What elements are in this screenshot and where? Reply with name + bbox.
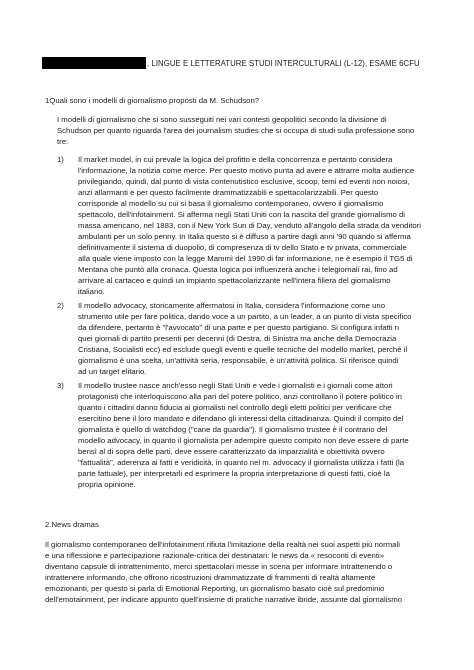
model-1-line: anzi allarmanti e per questo facilmente drammatizzabili e spettacolarizzabili. Per questo [78, 188, 379, 197]
intro-line: tre: [57, 137, 69, 146]
section-2-line: diventano capsule di intrattenimento, merci spettacolari messe in scena per informare intrattenendo o [45, 562, 393, 571]
model-2-line: giornalismo è una scelta, un'attività seria, responsabile, è un'attività politica. Si riferisce quindi [78, 356, 399, 365]
intro-line: Schudson per quanto riguarda l'area dei journalism studies che si occupa di studi sulla professione sono [57, 126, 415, 135]
intro-line: I modelli di giornalismo che si sono susseguiti nei vari contesti geopolitici secondo la divisione di [57, 115, 387, 124]
model-1-line: Il market model, in cui prevale la logica del profitto e della concorrenza e pertanto considera [78, 155, 393, 164]
list-number: 2) [57, 301, 64, 310]
section-2-line: emozionanti, per questo si parla di Emotional Reporting, un giornalismo basato cioè sul predominio [45, 584, 385, 593]
model-3-line: modello advocacy, in quanto il giornalista per adempire questo compito non deve essere di parte [78, 436, 409, 445]
model-1-line: l'informazione, la notizia come merce. Per questo motivo punta ad avere e attrarre molta audience [78, 166, 415, 175]
question-1: 1Quali sono i modelli di giornalismo proposti da M. Schudson? [45, 96, 260, 105]
model-2-line: Cristiana, Socialisti ecc) ed esclude quegli eventi e quelle tecniche del modello market, perché il [78, 345, 408, 354]
model-3-line: parte fattuale), per interpretarli ed esprimere la propria interpretazione di questi fatti, cioè la [78, 469, 390, 478]
model-2-line: Il modello advocacy, storicamente affermatosi in Italia, considera l'informazione come uno [78, 301, 386, 310]
model-1-line: alla quale viene imposto con la legge Mammì del 1990 di far informazione, ne è esempio il TG5 di [78, 254, 413, 263]
section-2-line: e una riflessione e partecipazione razionale-critica dei destinatari: le news da « resoconti di eventi» [45, 551, 385, 560]
model-3-line: giornalista è quello di watchdog ("cane da guardia"). Il giornalismo trustee è il contrario del [78, 425, 388, 434]
section-2-line: dell'emotainment, per indicare appunto quell'insieme di pratiche narrative ibride, assunte dal giornalismo [45, 595, 403, 604]
model-3-line: Il modello trustee nasce anch'esso negli Stati Uniti e vede i giornalisti e i giornali come attori [78, 381, 393, 390]
model-1-line: massa americano, nel 1883, con il New York Sun di Day, venduto all'angolo della strada da venditori [78, 221, 421, 230]
model-1-line: privilegiando, quindi, dal punto di vista contenutistico esclusive, scoop, temi ed eventi non noiosi, [78, 177, 410, 186]
redacted-name-block [42, 57, 146, 69]
list-number: 1) [57, 155, 64, 164]
course-title: , LINGUE E LETTERATURE STUDI INTERCULTURALI (L-12), ESAME 6CFU [147, 58, 420, 68]
model-3-line: esercitino bene il loro mandato e difendano gli interessi della cittadinanza. Quindi il compito del [78, 414, 404, 423]
document-header [42, 57, 420, 69]
model-1-line: arrivare al cartaceo e quindi un impianto spettacolarizzante nell'intera filiera del giornalismo [78, 276, 391, 285]
model-3-line: "fattualità", aderenza ai fatti e veridicità, in quanto nel m. advocacy il giornalista utilizza i fatti (la [78, 458, 404, 467]
model-3-line: bensì al di sopra delle parti, deve essere caratterizzato da imparzialità e obiettività ovvero [78, 447, 385, 456]
model-2-line: da difendere, pertanto è "l'avvocato" di una parte e per questo partigiano. Si configura infatti n [78, 323, 400, 332]
model-1-line: spettacolo, dell'infotainment. Si afferma negli Stati Uniti con la nascita del grande giornalismo di [78, 210, 406, 219]
model-2-line: strumento utile per fare politica, dando voce a un partito, a un leader, a un punto di vista specifico [78, 312, 412, 321]
model-1-line: italiano. [78, 287, 105, 296]
list-number: 3) [57, 381, 64, 390]
section-2-line: Il giornalismo contemporaneo dell'infotainment rifiuta l'imitazione della realtà nei suoi aspetti più normali [45, 540, 400, 549]
model-3-line: propria opinione. [78, 480, 136, 489]
section-2-title: 2.News dramas [45, 520, 99, 529]
model-2-line: quei giornali di partito presenti per decenni (di Destra, di Sinistra ma anche della Democrazia [78, 334, 397, 343]
model-1-line: Mentana che puntò alla cronaca. Questa logica poi influenzerà anche i telegiornali rai, fino ad [78, 265, 398, 274]
model-3-line: protagonisti che interloquiscono alla pari del potere politico, anzi controllano il potere politico in [78, 392, 402, 401]
model-2-line: ad un target elitario. [78, 367, 147, 376]
model-1-line: ambulanti per un solo penny. In Italia questo si è diffuso a partire dagli anni '90 quando si afferma [78, 232, 411, 241]
model-1-line: definitivamente il sistema di duopolio, di compresenza di tv dello Stato e tv privata, commerciale [78, 243, 407, 252]
section-2-line: intrattenere informando, che offrono ricostruzioni drammatizzate di frammenti di realtà altamente [45, 573, 376, 582]
model-1-line: corrisponde al modello su cui si basa il giornalismo contemporaneo, ovvero il giornalismo [78, 199, 384, 208]
model-3-line: quanto i cittadini danno fiducia ai giornalisti nel controllo degli eletti politici per verificare che [78, 403, 392, 412]
